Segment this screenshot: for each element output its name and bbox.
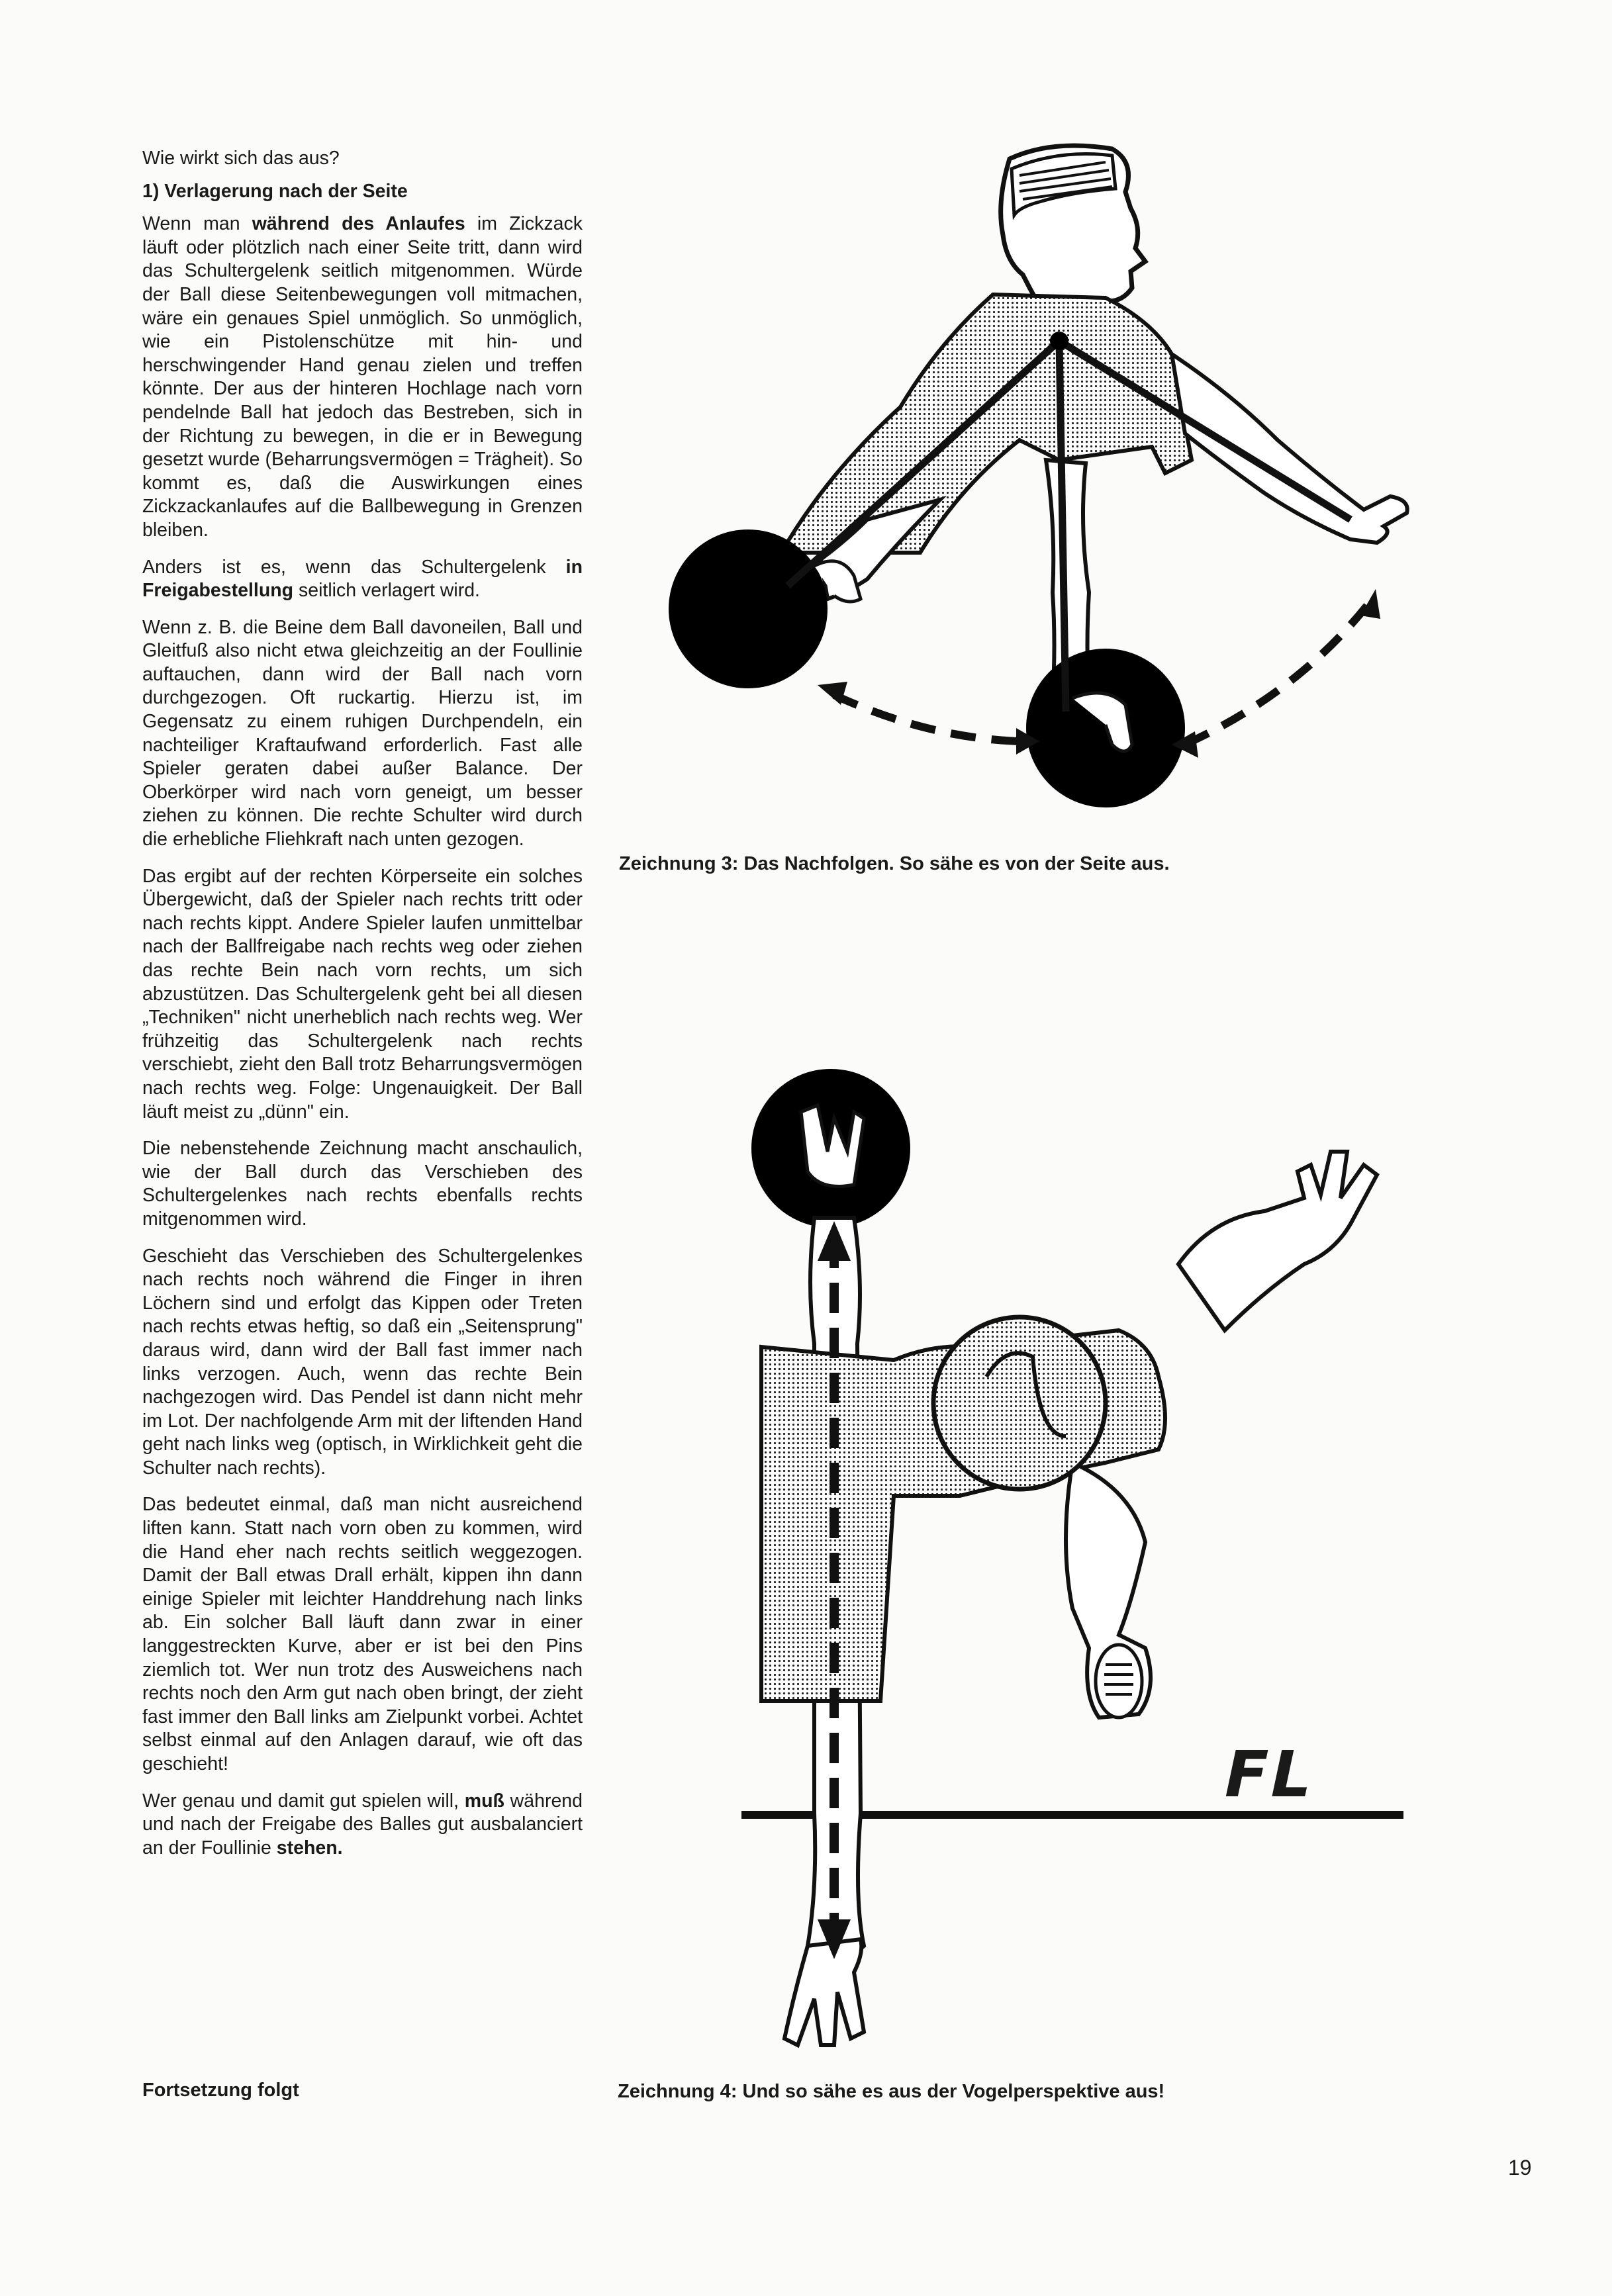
paragraph-6: Geschieht das Verschieben des Schultergelenkes nach rechts noch während die Finger in ihren Löchern sind und erfolgt das Kippen oder Treten nach rechts etwas heftig, so daß ein „Seitensprung" daraus wird, dann wird der Ball fast immer nach links verzogen. Auch, wenn das rechte Bein nachgezogen wird. Das Pendel ist dann nicht mehr im Lot. Der nachfolgende Arm mit der liftenden Hand geht nach links weg (optisch, in Wirklichkeit geht die Schulter nach rechts). <box>142 1245 583 1479</box>
figure-4-illustration <box>722 1066 1423 2052</box>
paragraph-4: Das ergibt auf der rechten Körperseite ein solches Übergewicht, daß der Spieler nach rechts tritt oder nach rechts kippt. Andere Spieler laufen unmittelbar nach der Ballfreigabe nach rechts weg oder ziehen das rechte Bein nach vorn rechts, um sich abzustützen. Das Schultergelenk geht bei all diesen „Techniken" nicht unerheblich nach rechts weg. Wer frühzeitig das Schultergelenk nach rechts verschiebt, zieht den Ball trotz Beharrungsvermögen nach rechts weg. Folge: Ungenauigkeit. Der Ball läuft meist zu „dünn" ein. <box>142 865 583 1123</box>
continuation-note: Fortsetzung folgt <box>142 2080 299 2101</box>
paragraph-7: Das bedeutet einmal, daß man nicht ausreichend liften kann. Statt nach vorn oben zu kommen, wird die Hand eher nach rechts seitlich weggezogen. Damit der Ball etwas Drall erhält, kippen ihn dann einige Spieler mit leichter Handdrehung nach links ab. Ein solcher Ball läuft dann zwar in einer langgestreckten Kurve, aber er ist bei den Pins ziemlich tot. Wer nun trotz des Ausweichens nach rechts noch den Arm gut nach oben bringt, der zieht fast immer den Ball links am Zielpunkt vorbei. Achtet selbst einmal auf den Anlagen darauf, wie oft das geschieht! <box>142 1494 583 1774</box>
signature-fl: FL <box>1217 1737 1322 1812</box>
figure-4-caption: Zeichnung 4: Und so sähe es aus der Vogelperspektive aus! <box>618 2081 1165 2102</box>
article-column <box>142 147 583 1873</box>
paragraph-8: Wer genau und damit gut spielen will, muß während und nach der Freigabe des Balles gut ausbalanciert an der Foullinie stehen. <box>142 1790 583 1859</box>
paragraph-1: Wenn man während des Anlaufes im Zickzack läuft oder plötzlich nach einer Seite tritt, dann wird das Schultergelenk seitlich mitgenommen. Würde der Ball diese Seitenbewegungen voll mitmachen, wäre ein genaues Spiel unmöglich. So unmöglich, wie ein Pistolenschütze mit hin- und herschwingender Hand genau zielen und treffen könnte. Der aus der hinteren Hochlage nach vorn pendelnde Ball hat jedoch das Bestreben, sich in der Richtung zu bewegen, in die er in Bewegung gesetzt wurde (Beharrungsvermögen = Trägheit). So kommt es, daß die Auswirkungen eines Zickzackanlaufes auf die Ballbewegung in Grenzen bleiben. <box>142 213 583 541</box>
paragraph-2: Anders ist es, wenn das Schultergelenk in Freigabestellung seitlich verlagert wird. <box>142 556 583 602</box>
figure-3-caption: Zeichnung 3: Das Nachfolgen. So sähe es von der Seite aus. <box>619 853 1170 874</box>
paragraph-5: Die nebenstehende Zeichnung macht anschaulich, wie der Ball durch das Verschieben des Schultergelenkes nach rechts ebenfalls rechts mitgenommen wird. <box>142 1138 583 1230</box>
section-heading: 1) Verlagerung nach der Seite <box>142 180 408 202</box>
page-number: 19 <box>1508 2156 1532 2180</box>
intro-question: Wie wirkt sich das aus? <box>142 148 340 169</box>
figure-3-illustration <box>649 129 1456 841</box>
paragraph-3: Wenn z. B. die Beine dem Ball davoneilen, Ball und Gleitfuß also nicht etwa gleichzeitig an der Foullinie auftauchen, dann wird der Ball nach vorn durchgezogen. Oft ruckartig. Hierzu ist, im Gegensatz zu einem ruhigen Durchpendeln, ein nachteiliger Kraftaufwand erforderlich. Fast alle Spieler geraten dabei außer Balance. Der Oberkörper wird nach vorn geneigt, um besser ziehen zu können. Die rechte Schulter wird durch die erhebliche Fliehkraft nach unten gezogen. <box>142 616 583 850</box>
